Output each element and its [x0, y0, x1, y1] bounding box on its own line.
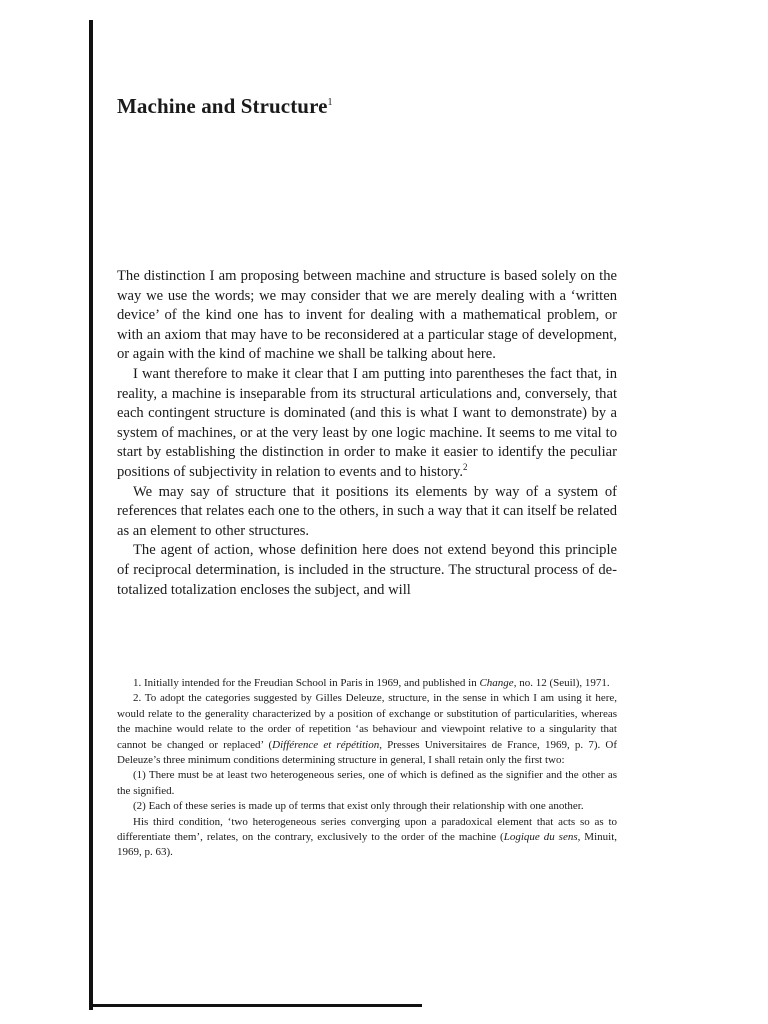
- footnote-2-text: 2. To adopt the categories suggested by Gilles Deleuze, structure, in the sense in which I am using it here, would relate to the generality characterized by a position of exchange or substitution of particularities, whereas the machine would relate to the order of repetition ‘as behaviour and viewpoint relative to a singularity that cannot be changed or replaced’ (: [117, 692, 617, 751]
- bottom-rule: [90, 1004, 422, 1007]
- chapter-title: [117, 94, 333, 119]
- paragraph-2-text: I want therefore to make it clear that I am putting into parentheses the fact that, in reality, a machine is inseparable from its structural articulations and, conversely, that each contingent structure is dominated (and this is what I want to demonstrate) by a system of machines, or at the very least by one logic machine. It seems to me vital to start by establishing the distinction in order to make it easier to identify the peculiar positions of subjectivity in relation to events and to history.: [117, 365, 617, 480]
- footnote-2-condition-3-text: His third condition, ‘two heterogeneous series converging upon a paradoxical element that acts so as to differentiate them’, relates, on the contrary, exclusively to the order of the machine (: [117, 815, 617, 844]
- footnote-1-text: 1. Initially intended for the Freudian School in Paris in 1969, and published in: [133, 677, 480, 689]
- title-footnote-marker: 1: [327, 97, 333, 108]
- paragraph-4: The agent of action, whose definition here does not extend beyond this principle of reciprocal determination, is included in the structure. The structural process of de-totalized totalization encloses the subject, and will: [117, 542, 617, 598]
- footnote-2-book: Différence et répétition: [272, 738, 380, 751]
- paragraph-1: The distinction I am proposing between machine and structure is based solely on the way we use the words; we may consider that we are merely dealing with a ‘written device’ of the kind one has to invent for dealing with a mathematical problem, or with an axiom that may have to be reconsidered at a particular stage of development, or again with the kind of machine we shall be talking about here.: [117, 268, 617, 363]
- footnote-2-condition-1: (1) There must be at least two heterogeneous series, one of which is defined as the signifier and the other as the signified.: [117, 769, 617, 797]
- footnote-2-condition-3: [117, 815, 617, 861]
- footnote-1-journal: Change: [479, 677, 514, 689]
- body-text: [117, 267, 617, 600]
- paragraph-2: [117, 365, 617, 483]
- footnote-2-condition-3-book: Logique du sens: [503, 831, 578, 844]
- page-gutter-edge: [89, 20, 93, 1010]
- footnote-2-tail: , Presses Universitaires de France, 1969, p. 7). Of Deleuze’s three minimum conditions determining structure in general, I shall retain only the first two:: [117, 738, 618, 767]
- footnote-2-condition-3-tail: , Minuit, 1969, p. 63).: [117, 831, 618, 859]
- footnote-marker-2: 2: [463, 462, 468, 473]
- footnote-1-tail: , no. 12 (Seuil), 1971.: [513, 677, 610, 689]
- footnote-2-condition-2: (2) Each of these series is made up of terms that exist only through their relationship with one another.: [133, 800, 584, 813]
- chapter-title-text: Machine and Structure: [117, 94, 328, 118]
- paragraph-3: We may say of structure that it positions its elements by way of a system of references that relates each one to the others, in such a way that it can itself be related as an element to other structures.: [117, 483, 618, 539]
- footnote-1: [117, 676, 617, 691]
- footnote-2: [117, 691, 617, 768]
- footnotes: [117, 676, 617, 861]
